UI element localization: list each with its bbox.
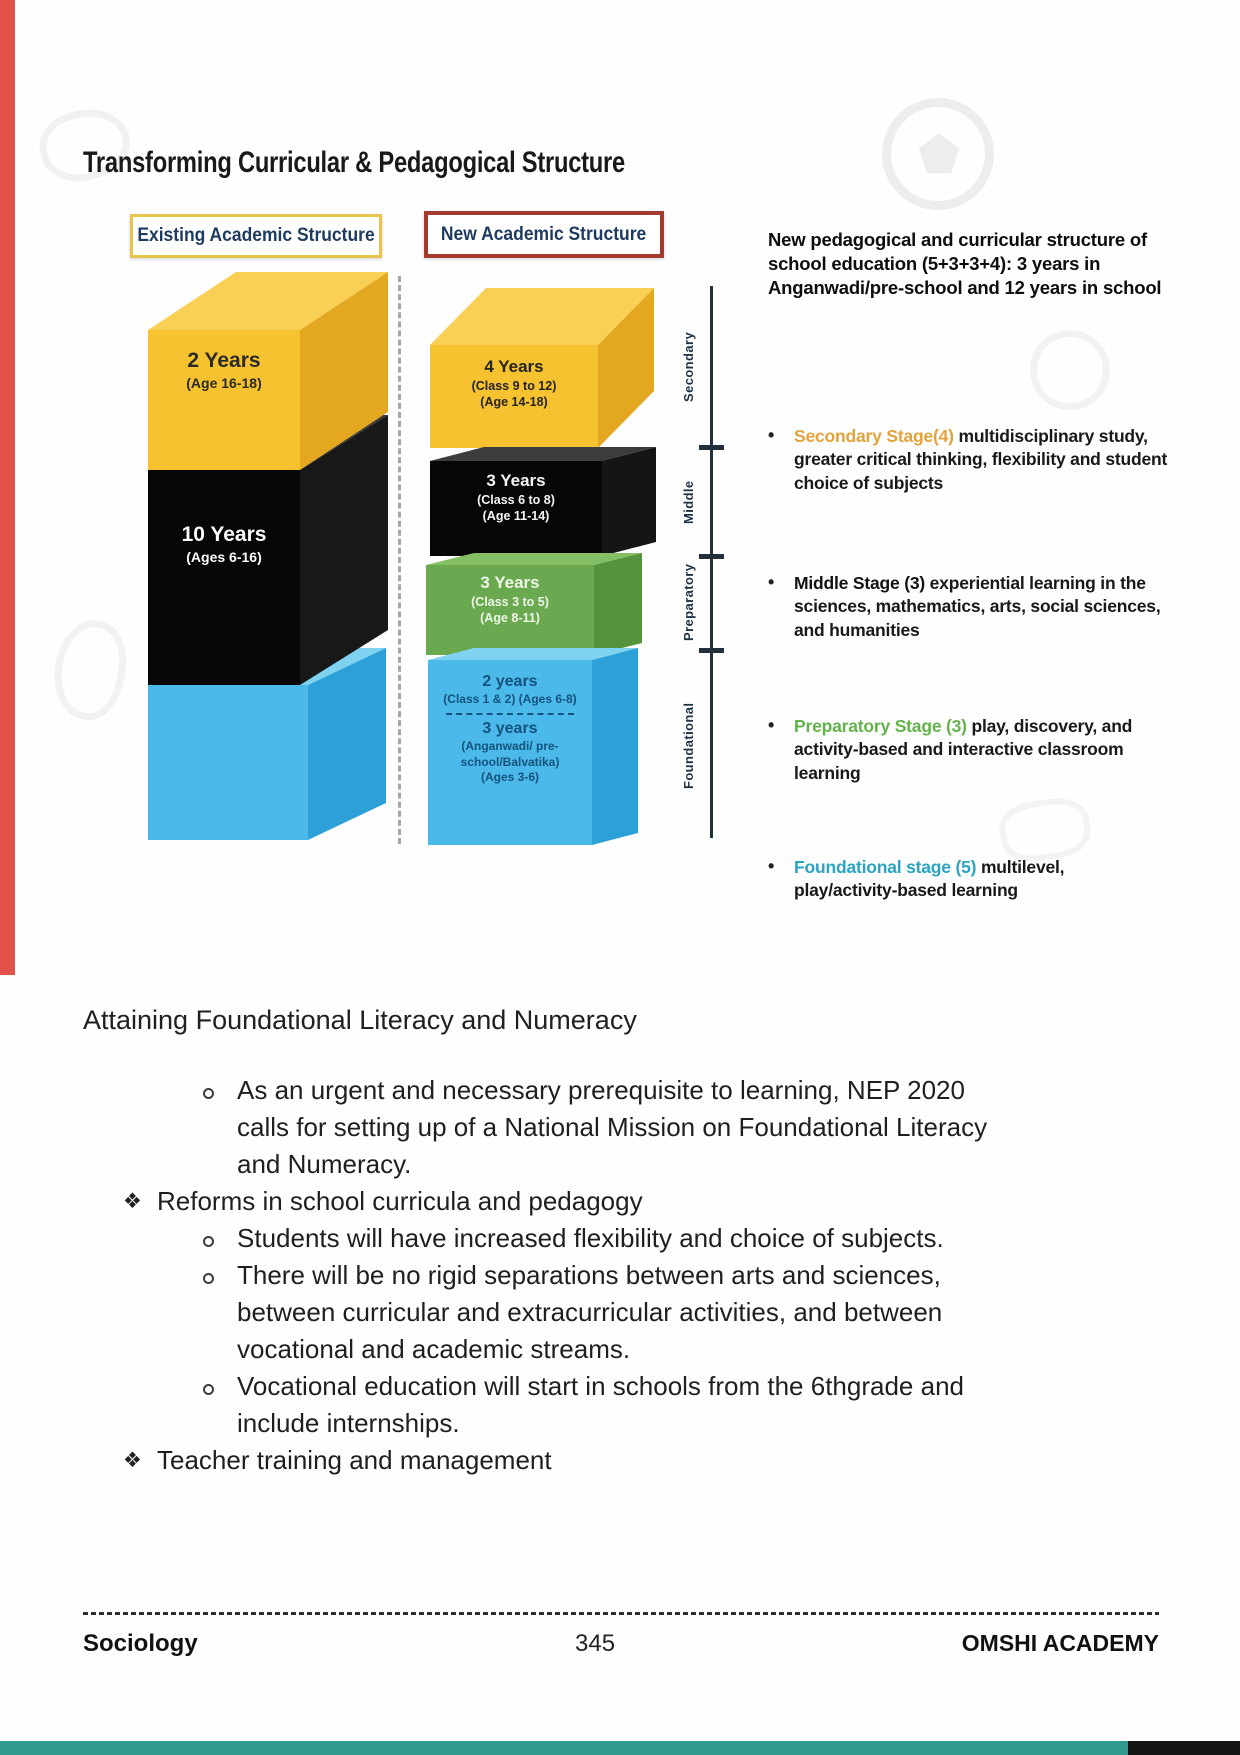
list-item <box>83 1072 1113 1183</box>
block-classes: (Class 9 to 12) <box>471 378 557 393</box>
new-structure-intro-text: New pedagogical and curricular structure of school education (5+3+3+4): 3 years in Anganwadi/pre-school and 12 years in school <box>768 229 1162 299</box>
watermark-doodle <box>45 614 134 726</box>
block-years: 4 Years <box>484 357 544 376</box>
block-classes: (Class 1 & 2) (Ages 6-8) <box>443 692 577 707</box>
bullet-preparatory-stage <box>768 715 1168 785</box>
block-ages: (Ages 6-16) <box>186 548 262 565</box>
footer-academy: OMSHI ACADEMY <box>961 1630 1159 1656</box>
block-classes: (Class 3 to 5) <box>471 594 549 609</box>
stage-lead: Preparatory Stage (3) <box>794 716 967 736</box>
foundational-block-divider <box>446 713 574 715</box>
list-item-text: Reforms in school curricula and pedagogy <box>157 1186 643 1216</box>
new-foundational-block-side <box>592 648 638 845</box>
stage-description: multidisciplinary study, greater critical thinking, flexibility and student choice of subjects <box>794 426 1168 493</box>
diamond-bullet-icon: ❖ <box>123 1190 142 1213</box>
bullet-icon: • <box>768 572 775 592</box>
stage-label-preparatory: Preparatory <box>681 563 696 641</box>
stage-axis-line <box>710 286 713 838</box>
new-foundational-block-label <box>428 672 592 785</box>
block-detail: (Anganwadi/ pre- <box>461 739 559 754</box>
list-item <box>83 1442 1113 1479</box>
body-bullet-list <box>83 1072 1113 1479</box>
list-item-text: Teacher training and management <box>157 1445 552 1475</box>
block-years: 3 Years <box>486 471 546 490</box>
new-structure-header-label: New Academic Structure <box>441 223 647 245</box>
list-item-text: There will be no rigid separations between arts and sciences, between curricular and extracurricular activities, and between vocational and academic streams. <box>237 1260 943 1364</box>
new-middle-block-label <box>430 470 602 524</box>
block-ages: (Age 11-14) <box>482 508 550 523</box>
footer <box>83 1630 1159 1662</box>
circle-bullet-icon <box>203 1220 237 1257</box>
block-years: 2 years <box>482 673 538 690</box>
diagram-dashed-separator <box>398 276 401 844</box>
stage-label-secondary: Secondary <box>681 331 696 403</box>
stage-lead: Secondary Stage(4) <box>794 426 954 446</box>
block-detail: school/Balvatika) <box>460 754 560 769</box>
existing-structure-header-label: Existing Academic Structure <box>137 225 375 246</box>
new-preparatory-block-label <box>426 572 594 626</box>
bottom-accent-bar-end <box>1128 1741 1240 1755</box>
stage-axis-tick <box>699 648 724 653</box>
stage-lead: Foundational stage (5) <box>794 857 977 877</box>
block-years: 3 years <box>482 719 538 737</box>
bullet-icon: • <box>768 856 775 876</box>
stage-label-foundational: Foundational <box>681 702 696 790</box>
footer-dashed-rule <box>83 1612 1159 1615</box>
stage-lead: Middle Stage (3) <box>794 573 925 593</box>
block-years: 3 Years <box>480 573 540 592</box>
block-ages: (Age 8-11) <box>480 610 540 625</box>
page-title: Transforming Curricular & Pedagogical Structure <box>83 146 625 179</box>
list-item-text: As an urgent and necessary prerequisite to learning, NEP 2020 calls for setting up of a National Mission on Foundational Literacy and Numeracy. <box>237 1075 988 1179</box>
stage-description: experiential learning in the sciences, mathematics, arts, social sciences, and humanities <box>794 573 1161 640</box>
list-item <box>83 1368 1113 1442</box>
new-structure-header <box>424 211 664 258</box>
new-preparatory-block-side <box>594 553 642 655</box>
list-item <box>83 1220 1113 1257</box>
footer-subject: Sociology <box>83 1630 198 1657</box>
existing-school-block <box>148 470 300 685</box>
new-middle-block-side <box>602 447 656 556</box>
block-classes: (Class 6 to 8) <box>477 492 555 507</box>
bullet-text <box>794 715 1168 785</box>
existing-structure-header <box>130 214 382 258</box>
stage-description: multilevel, play/activity-based learning <box>794 857 1065 901</box>
stage-description: play, discovery, and activity-based and interactive classroom learning <box>794 716 1133 783</box>
footer-page-number: 345 <box>575 1630 616 1657</box>
section-heading: Attaining Foundational Literacy and Numeracy <box>83 1005 637 1035</box>
list-item <box>83 1257 1113 1368</box>
bullet-text <box>794 856 1168 903</box>
new-secondary-block-label <box>430 356 598 410</box>
existing-preschool-block <box>148 685 308 840</box>
circle-bullet-icon <box>203 1257 237 1294</box>
list-item <box>83 1183 1113 1220</box>
diamond-bullet-icon: ❖ <box>123 1449 142 1472</box>
bottom-accent-bar <box>0 1741 1128 1755</box>
existing-senior-block-label <box>148 348 300 393</box>
watermark-doodle <box>1030 330 1110 410</box>
left-accent-bar <box>0 0 15 975</box>
block-years: 2 Years <box>187 349 261 372</box>
existing-school-block-label <box>148 522 300 567</box>
block-ages: (Ages 3-6) <box>480 770 539 785</box>
circle-bullet-icon <box>203 1072 237 1109</box>
bullet-icon: • <box>768 425 775 445</box>
block-years: 10 Years <box>181 523 267 546</box>
right-explanation-column <box>768 228 1170 901</box>
stage-axis-tick <box>699 445 724 450</box>
bullet-secondary-stage <box>768 425 1168 495</box>
bullet-middle-stage <box>768 572 1168 642</box>
stage-label-middle: Middle <box>681 480 696 524</box>
bullet-foundational-stage <box>768 856 1168 903</box>
block-ages: (Age 14-18) <box>480 394 548 409</box>
circle-bullet-icon <box>203 1368 237 1405</box>
block-ages: (Age 16-18) <box>186 374 262 391</box>
bullet-text <box>794 572 1168 642</box>
bullet-text <box>794 425 1168 495</box>
bullet-icon: • <box>768 715 775 735</box>
watermark-soccer-ball-doodle <box>882 98 994 210</box>
list-item-text: Vocational education will start in schools from the 6thgrade and include internships. <box>237 1371 964 1438</box>
list-item-text: Students will have increased flexibility and choice of subjects. <box>237 1223 944 1253</box>
